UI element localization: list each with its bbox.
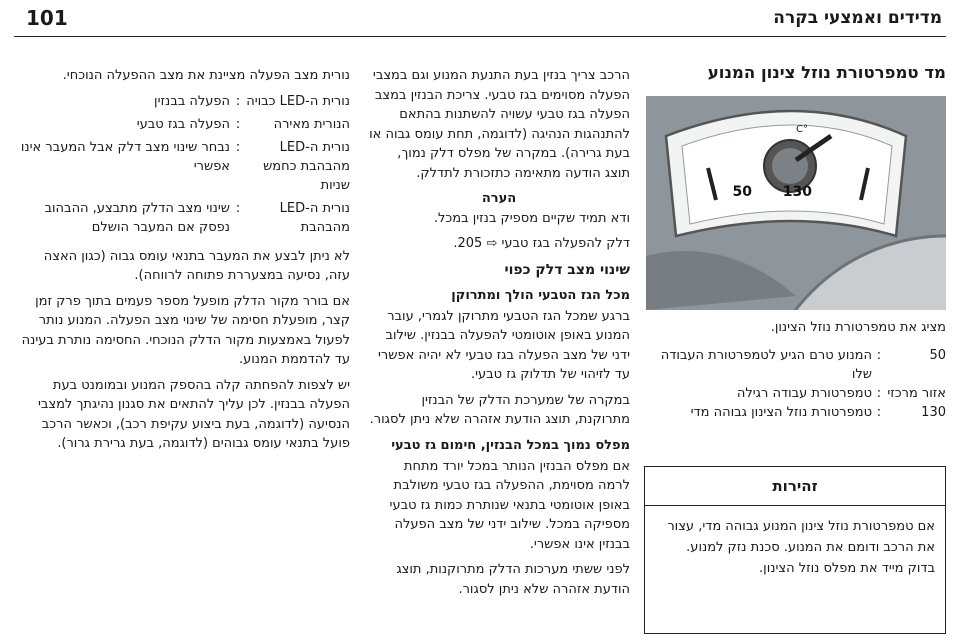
cross-reference: דלק להפעלה בגז טבעי ⇨ 205. — [453, 236, 630, 251]
mode-key: נורית ה-LED כבויה — [246, 93, 350, 109]
gauge-definitions — [646, 346, 946, 422]
def-row: 50 : המנוע טרם הגיע לטמפרטורת העבודה שלו — [646, 346, 946, 384]
gauge-caption: מציג את טמפרטורת נוזל הצינון. — [770, 320, 946, 335]
header-rule — [14, 36, 946, 37]
paragraph: אם מפלס הבנזין הנותר במכל יורד מתחת לרמה מסוימת, ההפעלה בגז טבעי משולבת באופן אוטומטי בתנאי שנותרת כמות גז טבעי מספיקה במכל. שילוב ידני של מצב הפעלה בבנזין אינו אפשרי. — [389, 458, 630, 552]
mode-row: נורית ה-LED מהבהבת כחמש שניות : נבחר שינוי מצב דלק אבל המעבר אינו אפשרי — [18, 138, 350, 195]
def-row: אזור מרכזי : טמפרטורת עבודה רגילה — [646, 384, 946, 403]
mode-key: נורית ה-LED מהבהבת כחמש שניות — [263, 139, 350, 193]
mode-key: נורית ה-LED מהבהבת — [279, 200, 350, 235]
mode-row: הנורית מאירה : הפעלה בגז טבעי — [18, 115, 350, 134]
paragraph: אם בורר מקור הדלק מופעל מספר פעמים בתוך פרק זמן קצר, מופעלת חסימה של שינוי מצב הפעלה. המנוע נותר לפעול באמצעות מקור הדלק הנוכחי. החסימה נותרת בעינה עד להדממת המנוע. — [21, 293, 350, 367]
mode-row: נורית ה-LED כבויה : הפעלה בבנזין — [18, 92, 350, 111]
warning-title: זהירות — [645, 467, 945, 506]
gauge-illustration — [646, 96, 946, 310]
def-value: טמפרטורת עבודה רגילה — [736, 386, 872, 401]
header-title: מדידים ואמצעי בקרה — [773, 8, 942, 28]
mode-key: הנורית מאירה — [273, 116, 350, 132]
mode-value: הפעלה בבנזין — [154, 93, 230, 109]
paragraph: לא ניתן לבצע את המעבר בתנאי עומס גבוה (כגון האצה עזה, נסיעה במצעררת פתוחה לרווחה). — [43, 248, 350, 283]
page-number: 101 — [26, 6, 68, 30]
mode-row: נורית ה-LED מהבהבת : שינוי מצב הדלק מתבצע, ההבהוב נפסק אם המעבר הושלם — [18, 199, 350, 237]
gauge-low-label: 50 — [732, 184, 752, 200]
subheading: מפלס נמוך במכל הבנזין, חימום גז טבעי — [391, 437, 630, 453]
subheading: מכל הגז הטבעי הולך ומתרוקן — [451, 287, 630, 303]
subsection-title: שינוי מצב דלק כפוי — [504, 261, 630, 278]
gauge-high-label: 130 — [782, 184, 812, 200]
warning-box — [644, 466, 946, 634]
page-header — [0, 0, 960, 38]
ref-page: 205 — [457, 236, 483, 251]
paragraph: נורית מצב הפעלה מציינת את מצב ההפעלה הנוכחי. — [62, 68, 350, 83]
coolant-gauge-image — [646, 96, 946, 310]
def-key: 50 — [929, 348, 946, 363]
svg-text:°C: °C — [796, 124, 808, 135]
note-text: ודא תמיד שקיים מספיק בנזין במכל. — [433, 210, 630, 226]
def-row: 130 : טמפרטורת נוזל הצינון גבוהה מדי — [646, 403, 946, 422]
mode-value: הפעלה בגז טבעי — [136, 116, 230, 132]
mode-value: שינוי מצב הדלק מתבצע, ההבהוב נפסק אם המעבר הושלם — [44, 200, 230, 235]
def-key: 130 — [921, 405, 946, 420]
paragraph: לפני ששתי מערכות הדלק מתרוקנות, תוצג הודעת אזהרה שלא ניתן לסגור. — [396, 562, 630, 597]
paragraph: הרכב צריך בנזין בעת התנעת המנוע וגם במצבי הפעלה מסוימים בגז טבעי. צריכת הבנזין במצב הפעלה בגז טבעי עשויה להשתנות בהתאם להתנהגות הנהיגה (לדוגמה, תחת עומס גבוה או בעת גרירה). במקרה של מפלס דלק נמוך, תוצג הודעה מתאימה כתזכורת לתדלק. — [369, 68, 630, 181]
note-title: הערה — [481, 191, 517, 206]
left-column — [18, 66, 350, 460]
section-title: מד טמפרטורת נוזל צינון המנוע — [707, 63, 946, 82]
middle-column — [368, 66, 630, 605]
def-value: המנוע טרם הגיע לטמפרטורת העבודה שלו — [660, 348, 872, 382]
page-ref-icon: ⇨ — [486, 236, 498, 251]
def-value: טמפרטורת נוזל הצינון גבוהה מדי — [690, 405, 872, 420]
paragraph: ברגע שמכל הגז הטבעי מתרוקן לגמרי, עובר המנוע באופן אוטומטי להפעלה בבנזין. שילוב ידני של מצב הפעלה בגז טבעי לא יהיה אפשרי עד לזיהוי של תדלוק גז טבעי. — [378, 308, 630, 382]
paragraph: במקרה של שמערכת הדלק של הבנזין מתרוקנת, תוצג הודעת אזהרה שלא ניתן לסגור. — [369, 392, 630, 427]
def-key: אזור מרכזי — [887, 386, 946, 401]
mode-value: נבחר שינוי מצב דלק אבל המעבר אינו אפשרי — [20, 139, 230, 174]
ref-text: דלק להפעלה בגז טבעי — [501, 236, 630, 251]
paragraph: יש לצפות להפחתה קלה בהספק המנוע ובמומנט בעת הפעלה בבנזין. לכן עליך להתאים את סגנון נהיגתך למצבי הנסיעה (לדוגמה, בעת ביצוע עקיפת רכב), וכאשר הרכב פועל בתנאי עומס גבוהים (לדוגמה, בעת גרירת גרור). — [37, 377, 350, 451]
warning-body: אם טמפרטורת נוזל צינון המנוע גבוהה מדי, עצור את הרכב ודומם את המנוע. סכנת נזק למנוע. בדוק מייד את מפלס נוזל הצינון. — [667, 519, 935, 576]
